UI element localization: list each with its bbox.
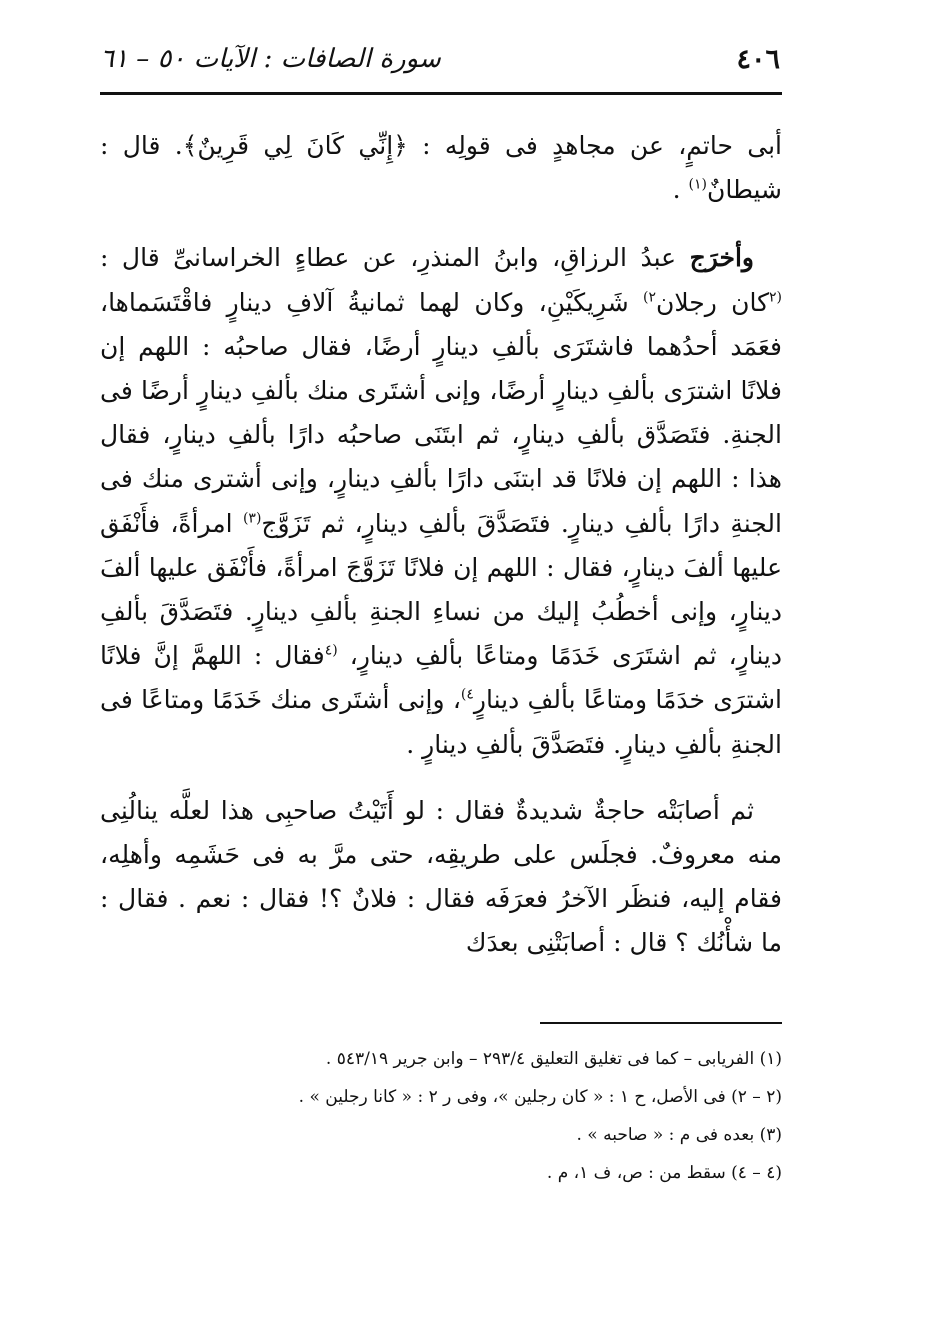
- footnote-1: (١) الفريابى – كما فى تغليق التعليق ٢٩٣/٤ – وابن جرير ٥٤٣/١٩ .: [325, 1049, 782, 1069]
- running-head-title: سورة الصافات : الآيات ٥٠ – ٦١: [100, 44, 441, 74]
- text-run: كان رجلان: [656, 287, 769, 317]
- paragraph-1: [100, 124, 782, 212]
- footnote-marker[interactable]: ٤): [460, 687, 474, 704]
- footnote-4: (٤ – ٤) سقط من : ص، ف ١، م .: [546, 1163, 782, 1183]
- text-run: ثم أصابَتْه حاجةٌ شديدةٌ فقال : لو أَتَيْتُ صاحبِى هذا لعلَّه ينالُنِى منه معروفٌ. فجلَس على طريقِه، حتى مرَّ به فى حَشَمِه وأهلِه، فقام إليه، فنظَر الآخرُ فعرَفَه فقال : فلانٌ ؟! فقال : نعم . فقال : ما شأْنُك ؟ قال : أصابَتْنِى بعدَك: [100, 795, 782, 958]
- footnote-3: (٣) بعده فى م : « صاحبه » .: [576, 1125, 782, 1145]
- text-run: امرأةً، فأَنْفَق عليها ألفَ دينارٍ، فقال : اللهم إن فلانًا تَزَوَّجَ امرأةً، فأَنْفَق عليها ألفَ دينارٍ، وإنى أخطُبُ إليك من نساءِ الجنةِ بألفِ دينارٍ. فتَصَدَّقَ بألفِ دينارٍ، ثم اشتَرَى خَدَمًا ومتاعًا بألفِ دينارٍ،: [100, 508, 782, 671]
- footnote-rule: [540, 1022, 782, 1024]
- text-run: أبى حاتمٍ، عن مجاهدٍ فى قولِه : ﴿إِنِّي كَانَ لِي قَرِينٌ﴾. قال : شيطانٌ: [100, 131, 782, 205]
- main-text: [100, 124, 782, 988]
- footnotes: [100, 1040, 782, 1192]
- footnote-marker[interactable]: ٢): [643, 289, 657, 306]
- footnote-2: (٢ – ٢) فى الأصل، ح ١ : « كان رجلين »، وفى ر ٢ : « كانا رجلين » .: [298, 1087, 782, 1107]
- footnote-marker[interactable]: (٣): [242, 510, 262, 527]
- paragraph-2: [100, 236, 782, 766]
- paragraph-3: [100, 789, 782, 966]
- paragraph-lead-word: وأخرَج: [689, 243, 754, 273]
- text-run: ، وإنى أشتَرى منك خَدَمًا ومتاعًا فى الجنةِ بألفِ دينارٍ. فتَصَدَّقَ بألفِ دينارٍ .: [100, 685, 782, 759]
- text-run: شَرِيكَيْنِ، وكان لهما ثمانيةُ آلافِ دينارٍ فاقْتَسَماها، فعَمَد أحدُهما فاشتَرَى بألفِ دينارٍ أرضًا، فقال صاحبُه : اللهم إن فلانًا اشترَى بألفِ دينارٍ أرضًا، وإنى أشتَرى منك بألفِ دينارٍ أرضًا فى الجنةِ. فتَصَدَّق بألفِ دينارٍ، ثم ابتَنَى صاحبُه دارًا بألفِ دينارٍ، فقال هذا : اللهم إن فلانًا قد ابتنَى دارًا بألفِ دينارٍ، وإنى أشترى منك فى الجنةِ دارًا بألفِ دينارٍ. فتَصَدَّقَ بألفِ دينارٍ، ثم تَزَوَّج: [100, 287, 782, 538]
- footnote-marker[interactable]: (٢: [769, 289, 782, 306]
- text-run: عبدُ الرزاقِ، وابنُ المنذرِ، عن عطاءٍ الخراسانىِّ قال :: [100, 243, 690, 273]
- header-rule: [100, 92, 782, 95]
- page-number: ٤٠٦: [736, 43, 780, 75]
- text-run: .: [672, 175, 689, 205]
- running-head: [100, 38, 780, 80]
- footnote-marker[interactable]: (١): [688, 176, 708, 193]
- text-run: فقال : اللهمَّ إنَّ فلانًا اشترَى خدَمًا ومتاعًا بألفِ دينارٍ: [100, 641, 782, 715]
- footnote-marker[interactable]: (٤: [324, 642, 338, 659]
